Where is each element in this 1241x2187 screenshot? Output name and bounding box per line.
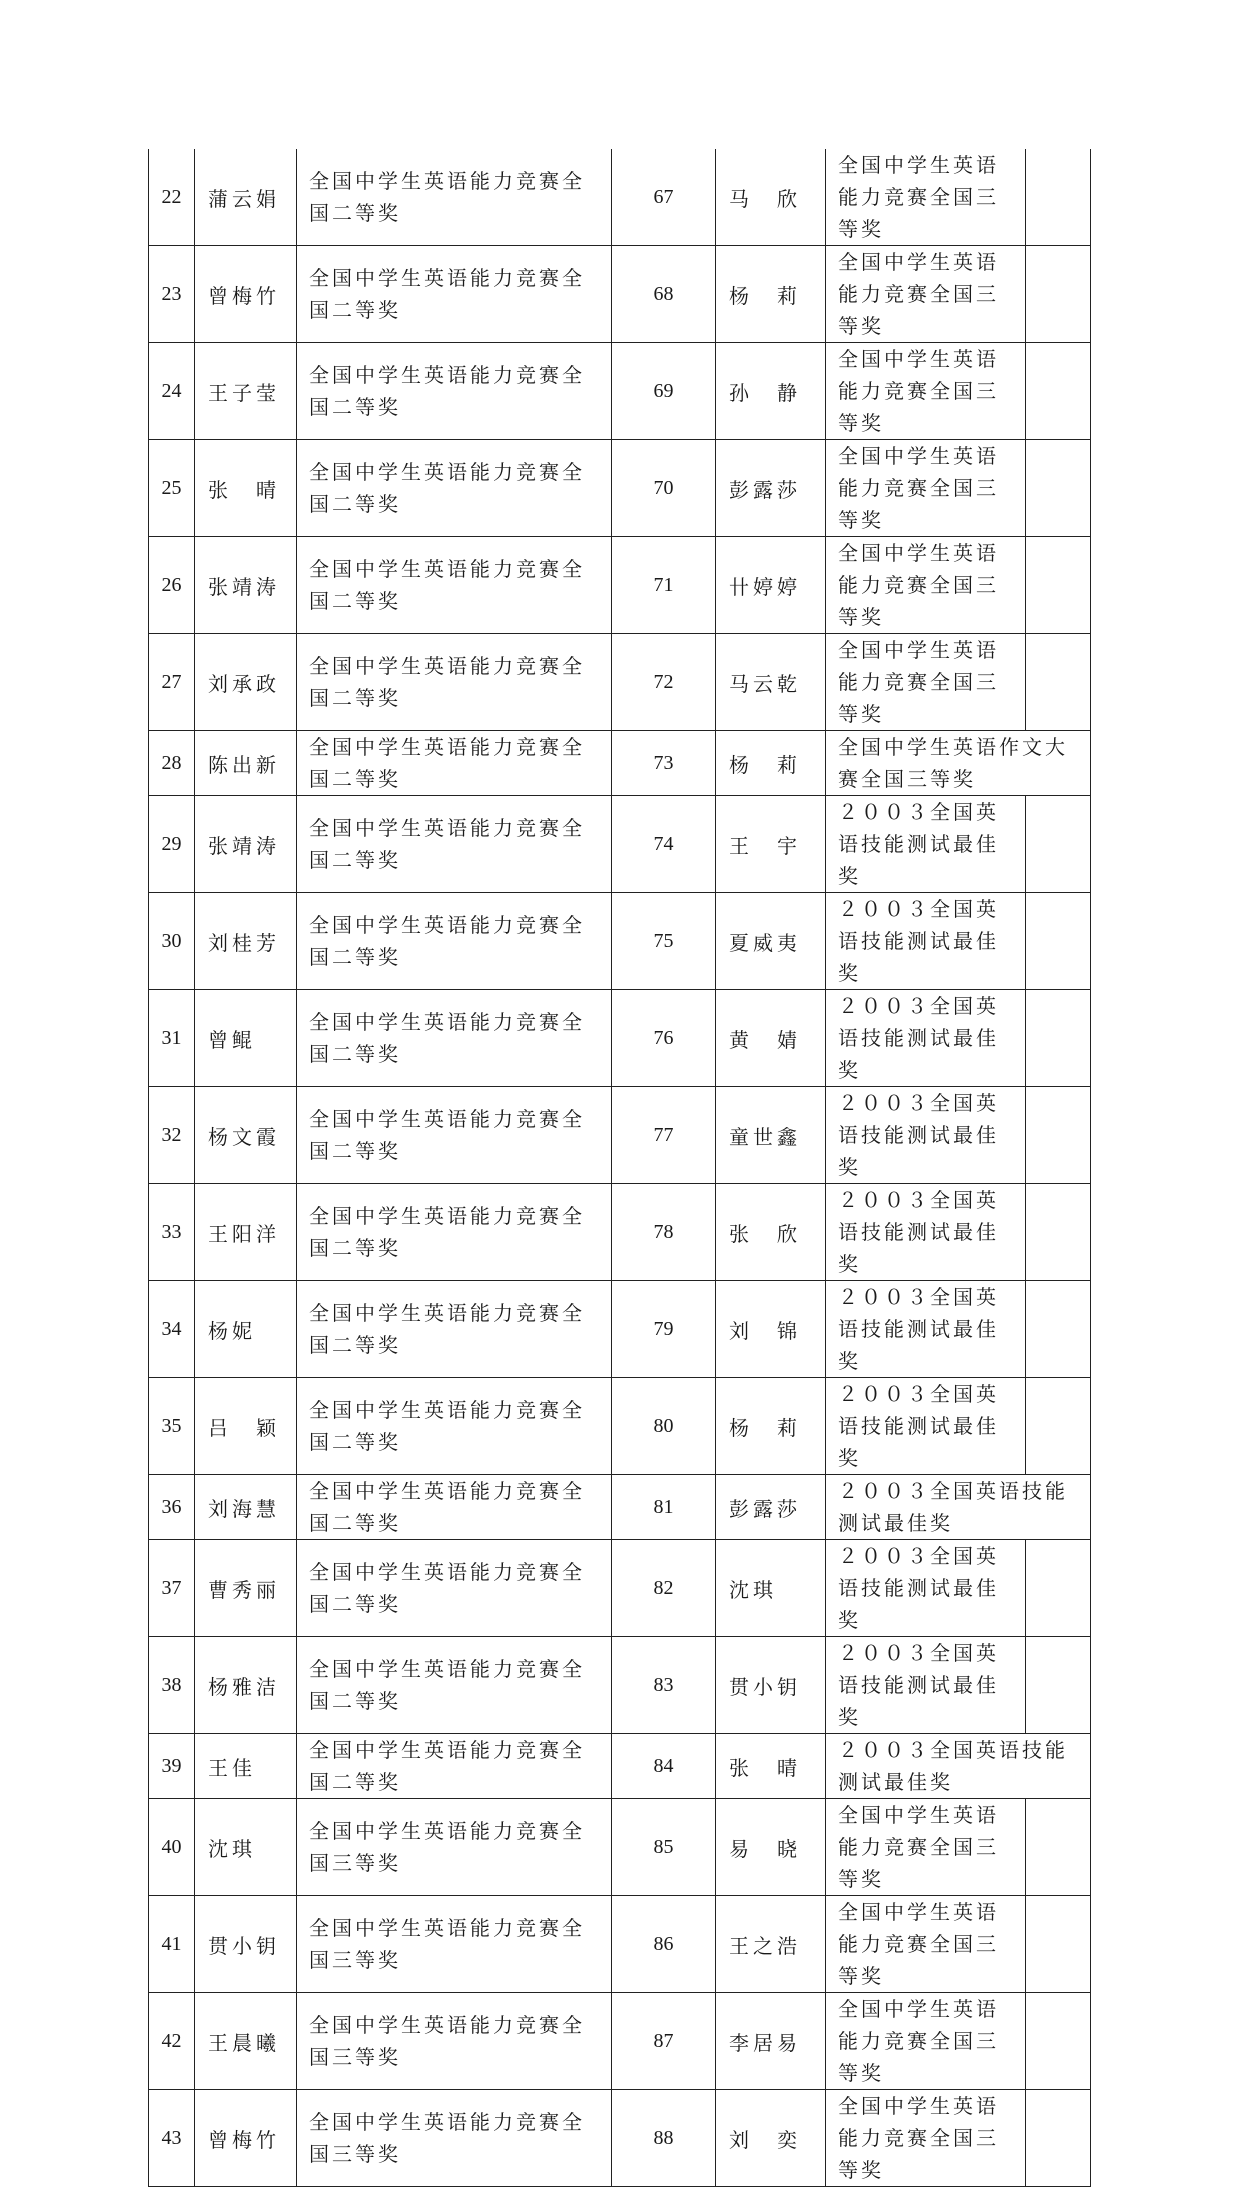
right-name-cell: 童世鑫 xyxy=(716,1087,826,1184)
left-award-cell: 全国中学生英语能力竞赛全国三等奖 xyxy=(297,1993,612,2090)
blank-cell xyxy=(1026,2090,1091,2187)
left-name-cell: 陈出新 xyxy=(195,731,297,796)
table-row xyxy=(149,796,1091,893)
blank-cell xyxy=(1026,1993,1091,2090)
left-award-cell: 全国中学生英语能力竞赛全国二等奖 xyxy=(297,1734,612,1799)
left-name-cell: 曾鲲 xyxy=(195,990,297,1087)
right-award-cell: 全国中学生英语能力竞赛全国三等奖 xyxy=(826,149,1026,246)
left-name-cell: 杨文霞 xyxy=(195,1087,297,1184)
right-name-cell: 彭露莎 xyxy=(716,1475,826,1540)
blank-cell xyxy=(1026,1378,1091,1475)
left-award-cell: 全国中学生英语能力竞赛全国二等奖 xyxy=(297,990,612,1087)
left-number-cell: 22 xyxy=(149,149,195,246)
left-award-cell: 全国中学生英语能力竞赛全国二等奖 xyxy=(297,731,612,796)
right-number-cell: 70 xyxy=(612,440,716,537)
blank-cell xyxy=(1026,537,1091,634)
left-number-cell: 34 xyxy=(149,1281,195,1378)
left-name-cell: 王子莹 xyxy=(195,343,297,440)
blank-cell xyxy=(1026,246,1091,343)
right-name-cell: 王 宇 xyxy=(716,796,826,893)
table-row xyxy=(149,1378,1091,1475)
right-name-cell: 杨 莉 xyxy=(716,246,826,343)
right-name-cell: 易 晓 xyxy=(716,1799,826,1896)
table-row xyxy=(149,990,1091,1087)
right-number-cell: 83 xyxy=(612,1637,716,1734)
left-number-cell: 26 xyxy=(149,537,195,634)
left-name-cell: 王阳洋 xyxy=(195,1184,297,1281)
right-name-cell: 沈琪 xyxy=(716,1540,826,1637)
right-name-cell: 李居易 xyxy=(716,1993,826,2090)
right-number-cell: 73 xyxy=(612,731,716,796)
right-award-cell: 全国中学生英语能力竞赛全国三等奖 xyxy=(826,634,1026,731)
right-number-cell: 75 xyxy=(612,893,716,990)
left-award-cell: 全国中学生英语能力竞赛全国二等奖 xyxy=(297,537,612,634)
left-number-cell: 33 xyxy=(149,1184,195,1281)
left-name-cell: 杨妮 xyxy=(195,1281,297,1378)
right-award-cell: ２００３全国英语技能测试最佳奖 xyxy=(826,1281,1026,1378)
left-name-cell: 张 晴 xyxy=(195,440,297,537)
right-award-cell: 全国中学生英语能力竞赛全国三等奖 xyxy=(826,440,1026,537)
left-number-cell: 36 xyxy=(149,1475,195,1540)
left-award-cell: 全国中学生英语能力竞赛全国二等奖 xyxy=(297,149,612,246)
left-award-cell: 全国中学生英语能力竞赛全国二等奖 xyxy=(297,1540,612,1637)
table-row xyxy=(149,537,1091,634)
left-name-cell: 张靖涛 xyxy=(195,537,297,634)
table-row xyxy=(149,1281,1091,1378)
right-number-cell: 81 xyxy=(612,1475,716,1540)
left-award-cell: 全国中学生英语能力竞赛全国二等奖 xyxy=(297,1475,612,1540)
left-award-cell: 全国中学生英语能力竞赛全国三等奖 xyxy=(297,1896,612,1993)
left-number-cell: 38 xyxy=(149,1637,195,1734)
table-row xyxy=(149,1540,1091,1637)
right-number-cell: 82 xyxy=(612,1540,716,1637)
left-number-cell: 28 xyxy=(149,731,195,796)
table-row xyxy=(149,1799,1091,1896)
right-award-cell: 全国中学生英语能力竞赛全国三等奖 xyxy=(826,343,1026,440)
right-number-cell: 80 xyxy=(612,1378,716,1475)
awards-table xyxy=(148,149,1091,2187)
left-award-cell: 全国中学生英语能力竞赛全国二等奖 xyxy=(297,1281,612,1378)
right-name-cell: 杨 莉 xyxy=(716,1378,826,1475)
right-number-cell: 72 xyxy=(612,634,716,731)
blank-cell xyxy=(1026,149,1091,246)
right-name-cell: 黄 婧 xyxy=(716,990,826,1087)
right-number-cell: 87 xyxy=(612,1993,716,2090)
blank-cell xyxy=(1026,1799,1091,1896)
right-name-cell: 刘 锦 xyxy=(716,1281,826,1378)
left-award-cell: 全国中学生英语能力竞赛全国二等奖 xyxy=(297,1087,612,1184)
right-award-cell: 全国中学生英语能力竞赛全国三等奖 xyxy=(826,1896,1026,1993)
right-number-cell: 67 xyxy=(612,149,716,246)
right-award-cell: 全国中学生英语能力竞赛全国三等奖 xyxy=(826,1993,1026,2090)
right-award-cell: ２００３全国英语技能测试最佳奖 xyxy=(826,893,1026,990)
left-number-cell: 40 xyxy=(149,1799,195,1896)
blank-cell xyxy=(1026,893,1091,990)
left-number-cell: 24 xyxy=(149,343,195,440)
left-award-cell: 全国中学生英语能力竞赛全国二等奖 xyxy=(297,634,612,731)
left-name-cell: 曾梅竹 xyxy=(195,2090,297,2187)
right-number-cell: 74 xyxy=(612,796,716,893)
left-award-cell: 全国中学生英语能力竞赛全国二等奖 xyxy=(297,440,612,537)
left-award-cell: 全国中学生英语能力竞赛全国二等奖 xyxy=(297,1184,612,1281)
table-row xyxy=(149,1896,1091,1993)
right-award-cell: ２００３全国英语技能测试最佳奖 xyxy=(826,1637,1026,1734)
left-name-cell: 王晨曦 xyxy=(195,1993,297,2090)
left-number-cell: 37 xyxy=(149,1540,195,1637)
left-name-cell: 蒲云娟 xyxy=(195,149,297,246)
left-number-cell: 25 xyxy=(149,440,195,537)
table-row xyxy=(149,2090,1091,2187)
left-number-cell: 39 xyxy=(149,1734,195,1799)
right-name-cell: 刘 奕 xyxy=(716,2090,826,2187)
right-number-cell: 71 xyxy=(612,537,716,634)
left-name-cell: 贯小钥 xyxy=(195,1896,297,1993)
left-award-cell: 全国中学生英语能力竞赛全国二等奖 xyxy=(297,893,612,990)
table-body xyxy=(149,149,1091,2187)
left-name-cell: 张靖涛 xyxy=(195,796,297,893)
table-row xyxy=(149,731,1091,796)
table-row xyxy=(149,1734,1091,1799)
right-name-cell: 张 欣 xyxy=(716,1184,826,1281)
right-award-cell: 全国中学生英语作文大赛全国三等奖 xyxy=(826,731,1091,796)
left-award-cell: 全国中学生英语能力竞赛全国二等奖 xyxy=(297,343,612,440)
left-award-cell: 全国中学生英语能力竞赛全国三等奖 xyxy=(297,2090,612,2187)
left-name-cell: 杨雅洁 xyxy=(195,1637,297,1734)
right-award-cell: ２００３全国英语技能测试最佳奖 xyxy=(826,1475,1091,1540)
right-award-cell: ２００３全国英语技能测试最佳奖 xyxy=(826,1087,1026,1184)
right-name-cell: 卄婷婷 xyxy=(716,537,826,634)
table-row xyxy=(149,440,1091,537)
right-number-cell: 79 xyxy=(612,1281,716,1378)
right-number-cell: 84 xyxy=(612,1734,716,1799)
right-number-cell: 68 xyxy=(612,246,716,343)
left-number-cell: 29 xyxy=(149,796,195,893)
right-award-cell: 全国中学生英语能力竞赛全国三等奖 xyxy=(826,2090,1026,2187)
right-number-cell: 85 xyxy=(612,1799,716,1896)
right-award-cell: ２００３全国英语技能测试最佳奖 xyxy=(826,1540,1026,1637)
right-award-cell: ２００３全国英语技能测试最佳奖 xyxy=(826,1378,1026,1475)
left-name-cell: 曹秀丽 xyxy=(195,1540,297,1637)
right-name-cell: 杨 莉 xyxy=(716,731,826,796)
blank-cell xyxy=(1026,1281,1091,1378)
left-number-cell: 30 xyxy=(149,893,195,990)
right-name-cell: 彭露莎 xyxy=(716,440,826,537)
table-row xyxy=(149,149,1091,246)
blank-cell xyxy=(1026,634,1091,731)
left-award-cell: 全国中学生英语能力竞赛全国三等奖 xyxy=(297,1799,612,1896)
left-name-cell: 吕 颖 xyxy=(195,1378,297,1475)
right-award-cell: 全国中学生英语能力竞赛全国三等奖 xyxy=(826,246,1026,343)
blank-cell xyxy=(1026,990,1091,1087)
left-name-cell: 刘桂芳 xyxy=(195,893,297,990)
blank-cell xyxy=(1026,1184,1091,1281)
right-name-cell: 马云乾 xyxy=(716,634,826,731)
table-row xyxy=(149,893,1091,990)
right-award-cell: ２００３全国英语技能测试最佳奖 xyxy=(826,796,1026,893)
right-award-cell: ２００３全国英语技能测试最佳奖 xyxy=(826,990,1026,1087)
blank-cell xyxy=(1026,1637,1091,1734)
left-award-cell: 全国中学生英语能力竞赛全国二等奖 xyxy=(297,1637,612,1734)
table-row xyxy=(149,634,1091,731)
table-row xyxy=(149,1475,1091,1540)
blank-cell xyxy=(1026,440,1091,537)
table-row xyxy=(149,1087,1091,1184)
blank-cell xyxy=(1026,1087,1091,1184)
table-row xyxy=(149,343,1091,440)
table-row xyxy=(149,246,1091,343)
right-award-cell: ２００３全国英语技能测试最佳奖 xyxy=(826,1734,1091,1799)
left-number-cell: 43 xyxy=(149,2090,195,2187)
right-award-cell: ２００３全国英语技能测试最佳奖 xyxy=(826,1184,1026,1281)
left-number-cell: 35 xyxy=(149,1378,195,1475)
table-row xyxy=(149,1637,1091,1734)
table-row xyxy=(149,1184,1091,1281)
blank-cell xyxy=(1026,1896,1091,1993)
left-number-cell: 23 xyxy=(149,246,195,343)
table-row xyxy=(149,1993,1091,2090)
left-number-cell: 32 xyxy=(149,1087,195,1184)
left-number-cell: 31 xyxy=(149,990,195,1087)
left-number-cell: 41 xyxy=(149,1896,195,1993)
right-name-cell: 贯小钥 xyxy=(716,1637,826,1734)
left-number-cell: 42 xyxy=(149,1993,195,2090)
right-name-cell: 王之浩 xyxy=(716,1896,826,1993)
blank-cell xyxy=(1026,343,1091,440)
right-name-cell: 夏威夷 xyxy=(716,893,826,990)
left-name-cell: 曾梅竹 xyxy=(195,246,297,343)
right-name-cell: 孙 静 xyxy=(716,343,826,440)
left-number-cell: 27 xyxy=(149,634,195,731)
left-award-cell: 全国中学生英语能力竞赛全国二等奖 xyxy=(297,796,612,893)
left-award-cell: 全国中学生英语能力竞赛全国二等奖 xyxy=(297,1378,612,1475)
right-number-cell: 78 xyxy=(612,1184,716,1281)
blank-cell xyxy=(1026,1540,1091,1637)
right-name-cell: 张 晴 xyxy=(716,1734,826,1799)
left-name-cell: 王佳 xyxy=(195,1734,297,1799)
right-number-cell: 69 xyxy=(612,343,716,440)
left-name-cell: 刘承政 xyxy=(195,634,297,731)
right-name-cell: 马 欣 xyxy=(716,149,826,246)
blank-cell xyxy=(1026,796,1091,893)
right-number-cell: 77 xyxy=(612,1087,716,1184)
right-number-cell: 76 xyxy=(612,990,716,1087)
left-name-cell: 刘海慧 xyxy=(195,1475,297,1540)
right-award-cell: 全国中学生英语能力竞赛全国三等奖 xyxy=(826,1799,1026,1896)
right-award-cell: 全国中学生英语能力竞赛全国三等奖 xyxy=(826,537,1026,634)
right-number-cell: 86 xyxy=(612,1896,716,1993)
right-number-cell: 88 xyxy=(612,2090,716,2187)
left-award-cell: 全国中学生英语能力竞赛全国二等奖 xyxy=(297,246,612,343)
left-name-cell: 沈琪 xyxy=(195,1799,297,1896)
